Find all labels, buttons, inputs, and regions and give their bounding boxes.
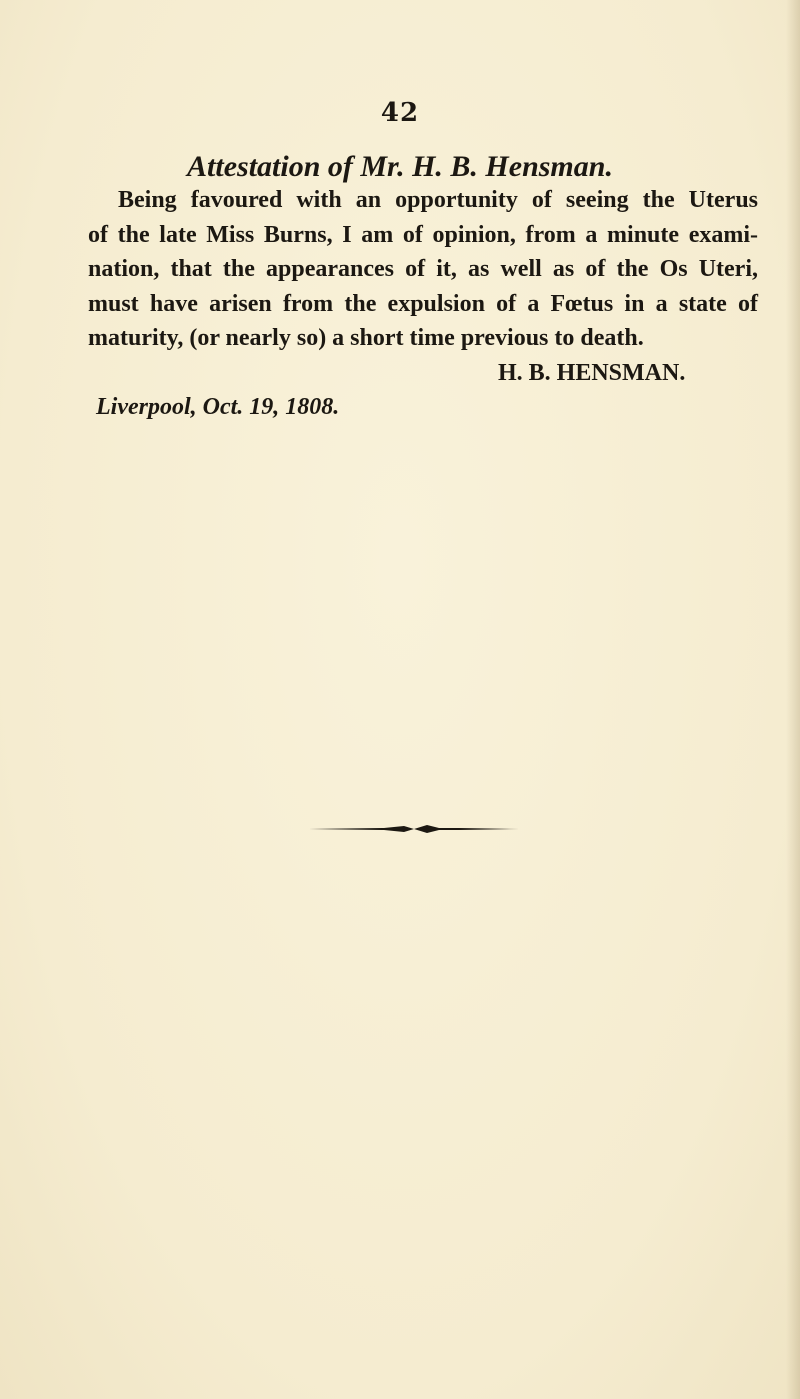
page-number: 42	[380, 98, 420, 128]
place-date: Liverpool, Oct. 19, 1808.	[96, 394, 340, 420]
page-title: Attestation of Mr. H. B. Hensman.	[187, 150, 613, 183]
text-line-1: Being favoured with an opportunity of seeing the Uterus	[118, 187, 758, 213]
text-line-2: of the late Miss Burns, I am of opinion, from a minute exami-	[88, 221, 758, 248]
text-line-3: nation, that the appearances of it, as well as of the Os Uteri,	[88, 256, 758, 282]
attestation-text	[88, 183, 758, 425]
signature: H. B. HENSMAN.	[498, 359, 686, 386]
ornamental-rule	[309, 823, 519, 835]
text-line-5: maturity, (or nearly so) a short time previous to death.	[88, 325, 644, 351]
page-edge	[786, 0, 800, 1399]
text-line-4: must have arisen from the expulsion of a Fœtus in a state of	[88, 290, 758, 317]
